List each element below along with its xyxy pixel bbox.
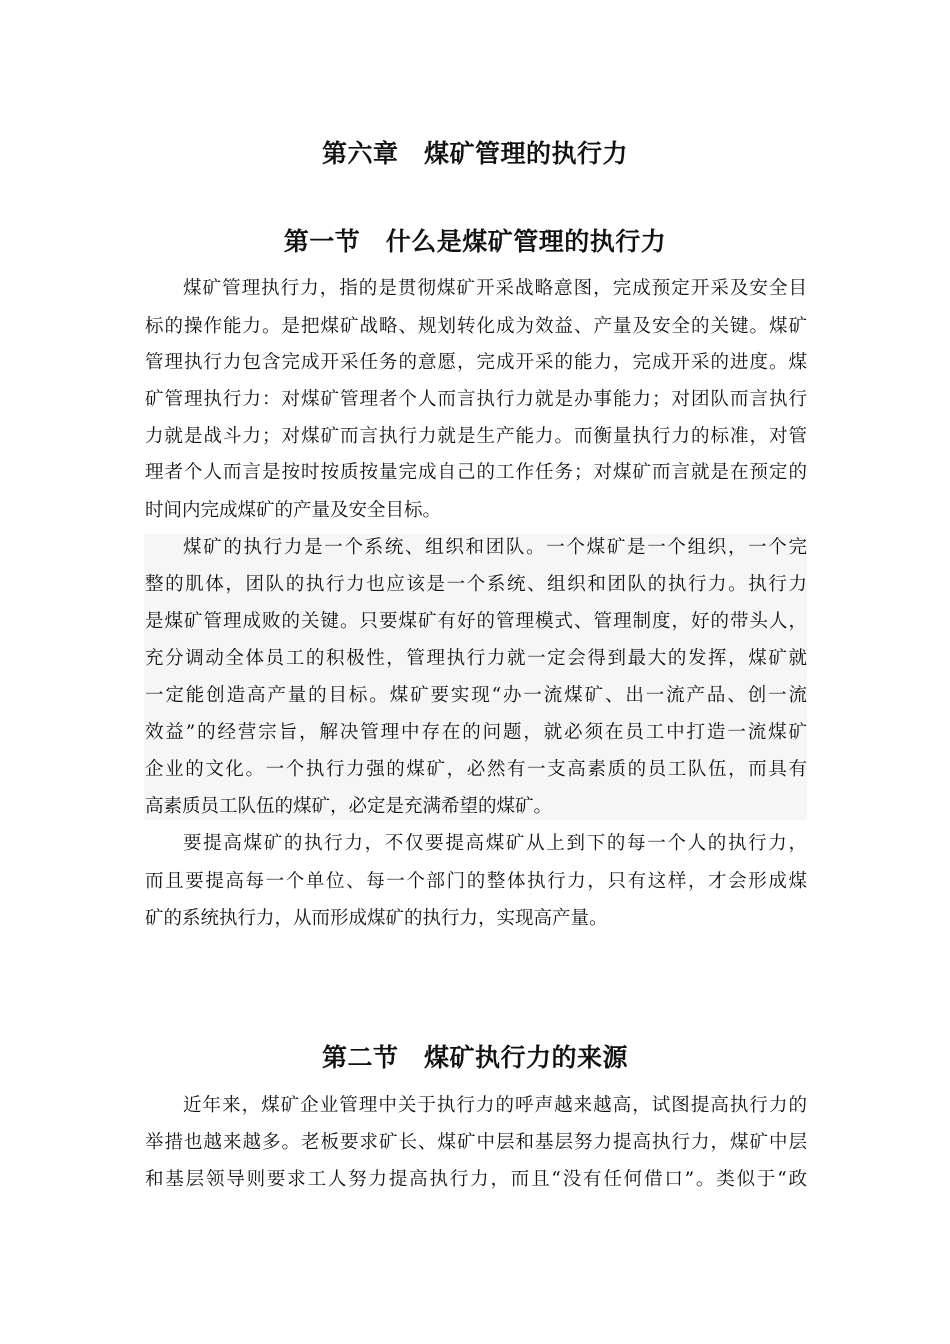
text-line: 效益”的经营宗旨，解决管理中存在的问题，就必须在员工中打造一流煤矿 bbox=[145, 722, 807, 743]
text-line: 时间内完成煤矿的产量及安全目标。 bbox=[145, 500, 442, 521]
text-line: 充分调动全体员工的积极性，管理执行力就一定会得到最大的发挥，煤矿就 bbox=[145, 648, 807, 669]
text-line: 力就是战斗力；对煤矿而言执行力就是生产能力。而衡量执行力的标准，对管 bbox=[145, 426, 807, 447]
chapter-title: 第六章 煤矿管理的执行力 bbox=[321, 139, 628, 168]
text-line: 煤矿的执行力是一个系统、组织和团队。一个煤矿是一个组织，一个完 bbox=[183, 537, 807, 558]
text-line: 和基层领导则要求工人努力提高执行力，而且“没有任何借口”。类似于“政 bbox=[145, 1169, 807, 1190]
text-line: 举措也越来越多。老板要求矿长、煤矿中层和基层努力提高执行力，煤矿中层 bbox=[145, 1132, 807, 1153]
section-1-title: 第一节 什么是煤矿管理的执行力 bbox=[283, 227, 667, 256]
text-line: 而且要提高每一个单位、每一个部门的整体执行力，只有这样，才会形成煤 bbox=[145, 871, 807, 892]
text-line: 高素质员工队伍的煤矿，必定是充满希望的煤矿。 bbox=[145, 796, 553, 817]
text-line: 一定能创造高产量的目标。煤矿要实现“办一流煤矿、出一流产品、创一流 bbox=[145, 685, 807, 706]
text-line: 煤矿管理执行力，指的是贯彻煤矿开采战略意图，完成预定开采及安全目 bbox=[183, 278, 807, 299]
text-line: 企业的文化。一个执行力强的煤矿，必然有一支高素质的员工队伍，而具有 bbox=[145, 759, 807, 780]
text-line: 近年来，煤矿企业管理中关于执行力的呼声越来越高，试图提高执行力的 bbox=[183, 1095, 807, 1116]
text-line: 矿管理执行力：对煤矿管理者个人而言执行力就是办事能力；对团队而言执行 bbox=[145, 389, 807, 410]
text-line: 理者个人而言是按时按质按量完成自己的工作任务；对煤矿而言就是在预定的 bbox=[145, 462, 807, 483]
text-line: 标的操作能力。是把煤矿战略、规划转化成为效益、产量及安全的关键。煤矿 bbox=[145, 316, 807, 337]
section-2-title: 第二节 煤矿执行力的来源 bbox=[321, 1043, 628, 1072]
text-line: 整的肌体，团队的执行力也应该是一个系统、组织和团队的执行力。执行力 bbox=[145, 574, 807, 595]
text-line: 矿的系统执行力，从而形成煤矿的执行力，实现高产量。 bbox=[145, 908, 608, 929]
text-line: 是煤矿管理成败的关键。只要煤矿有好的管理模式、管理制度，好的带头人， bbox=[145, 611, 807, 632]
text-line: 要提高煤矿的执行力，不仅要提高煤矿从上到下的每一个人的执行力， bbox=[183, 833, 807, 854]
text-line: 管理执行力包含完成开采任务的意愿，完成开采的能力，完成开采的进度。煤 bbox=[145, 352, 807, 373]
